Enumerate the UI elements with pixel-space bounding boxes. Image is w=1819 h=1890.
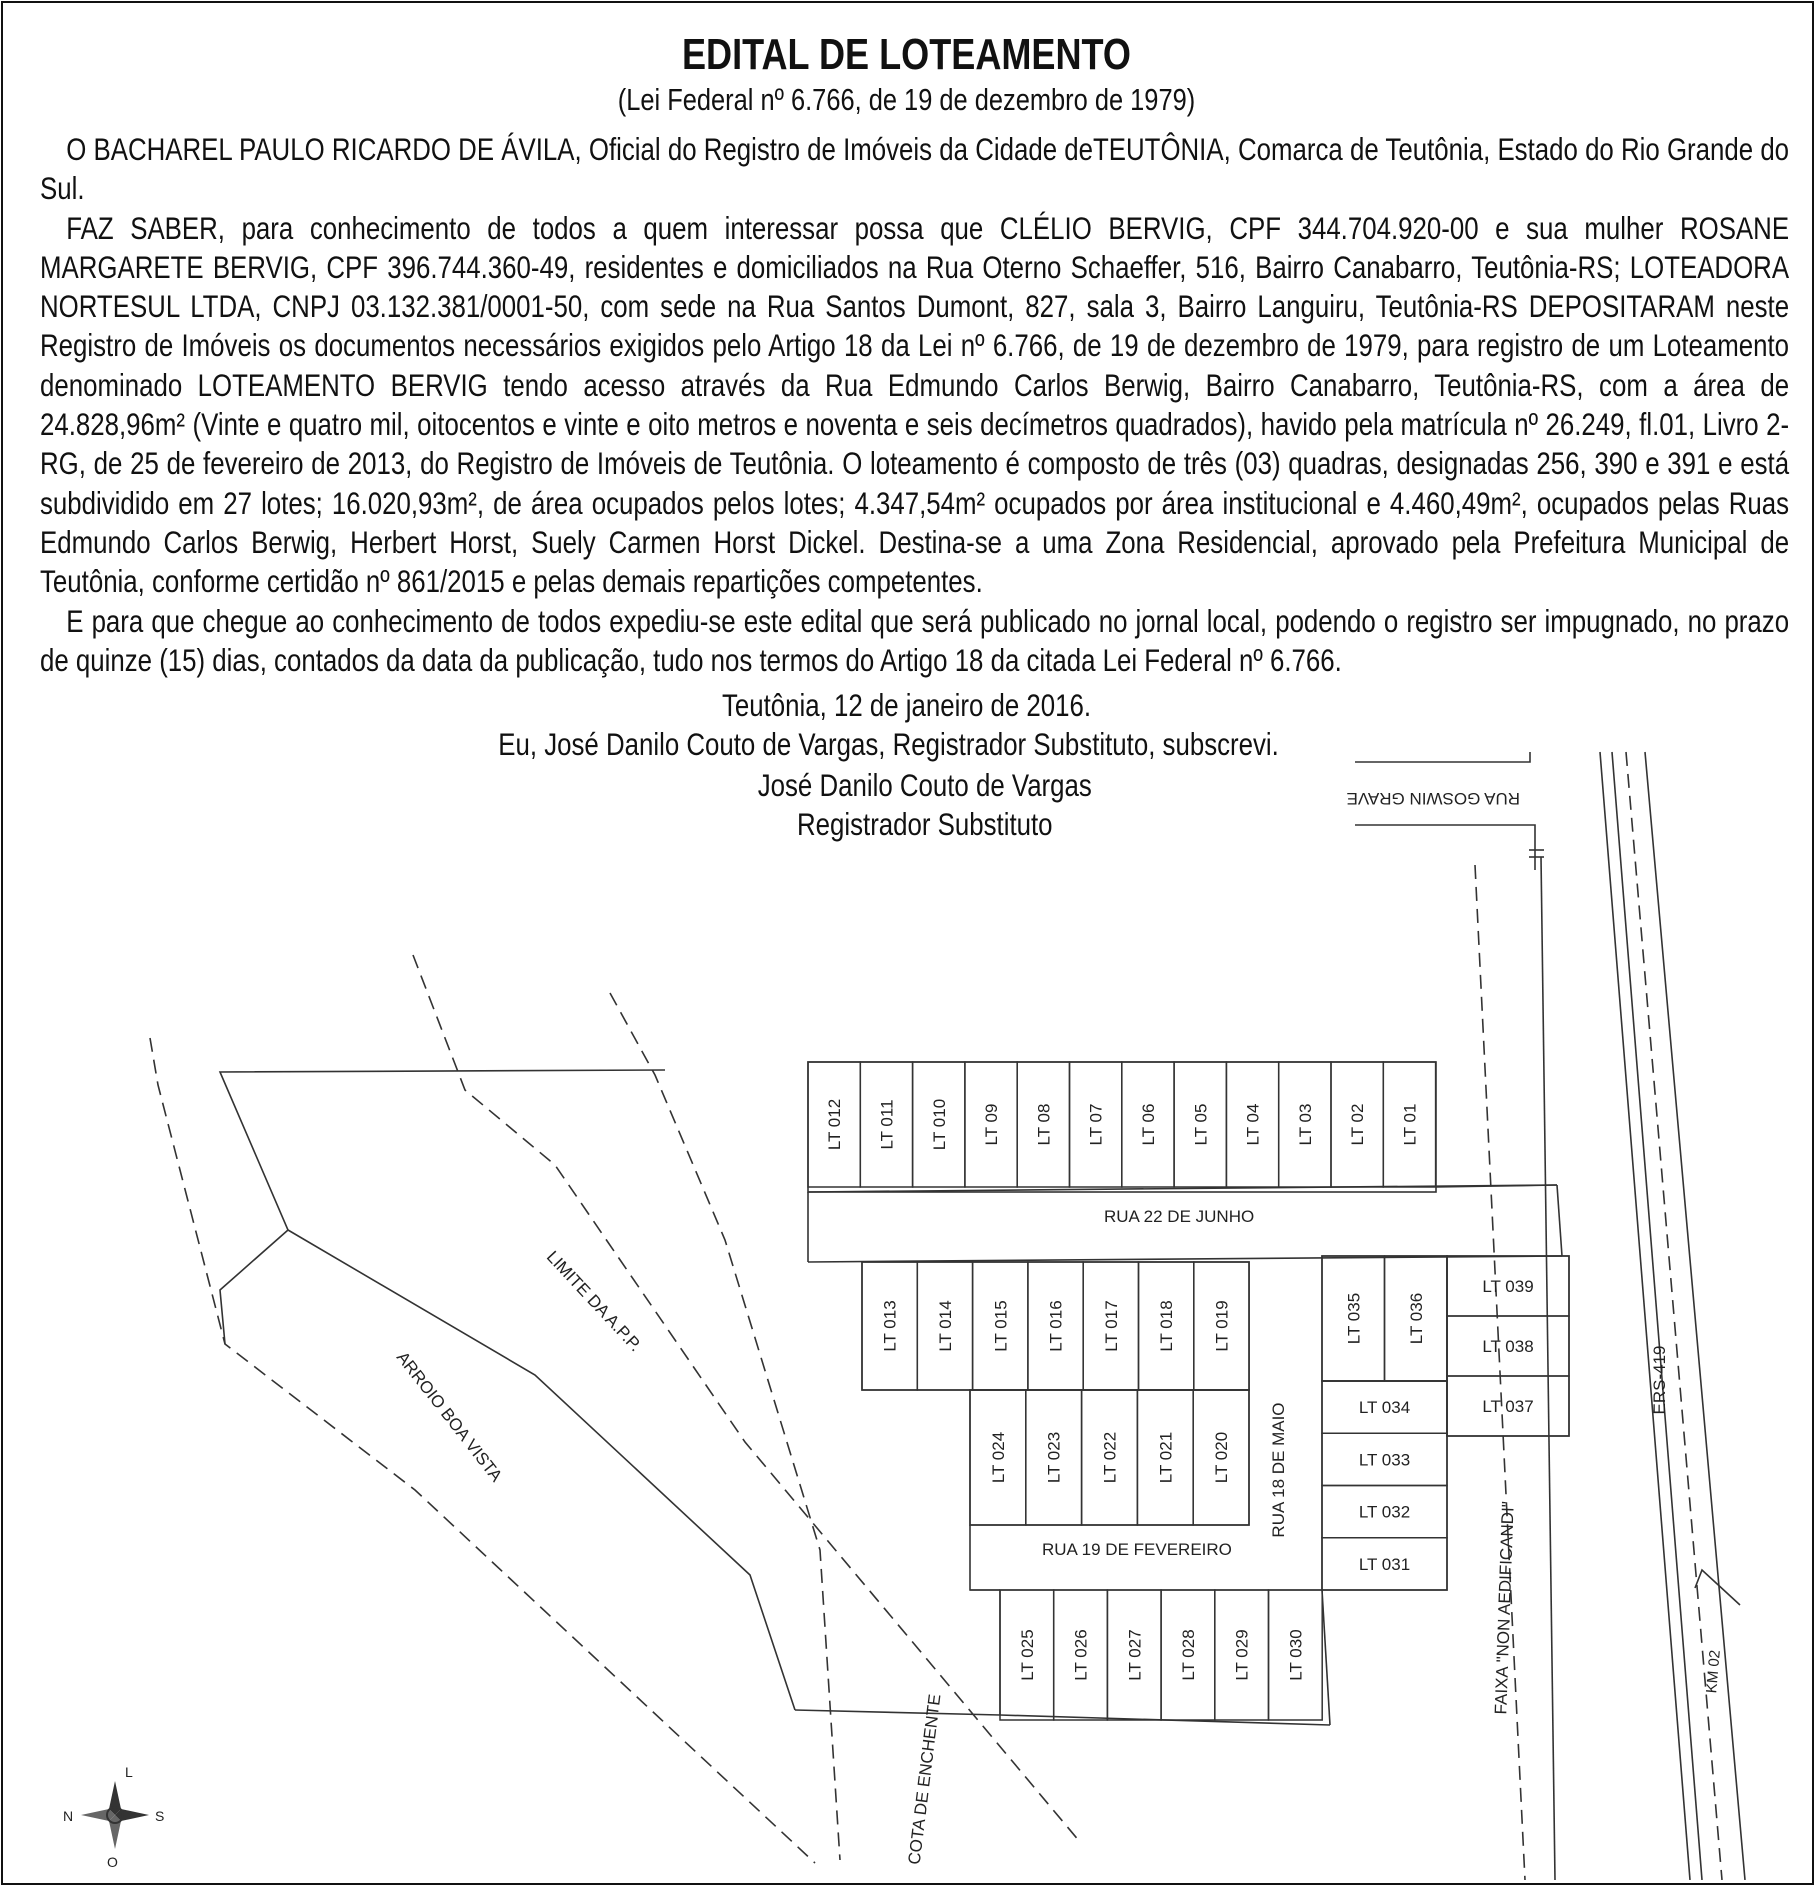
lot-label: LT 032 bbox=[1358, 1502, 1411, 1522]
goswin-street-edge-bottom bbox=[1355, 825, 1535, 870]
paragraph-closing: E para que chegue ao conhecimento de todos expediu-se este edital que será publicado no jornal local, podendo o registro ser impugnado, no prazo de quinze (15) dias, contados da data da publicação, tudo nos termos do Artigo 18 da citada Lei Federal nº 6.766. bbox=[40, 602, 1790, 678]
lot-label: LT 024 bbox=[988, 1431, 1008, 1484]
compass-l: L bbox=[125, 1764, 133, 1780]
document-subtitle: (Lei Federal nº 6.766, de 19 de dezembro de 1979) bbox=[617, 82, 1196, 117]
lot-label: LT 06 bbox=[1138, 1103, 1158, 1146]
lot-label: LT 017 bbox=[1101, 1300, 1121, 1352]
lot-label: LT 013 bbox=[880, 1300, 900, 1352]
boundary-diagonal bbox=[288, 1230, 795, 1710]
street-edge bbox=[808, 1185, 1557, 1192]
street-18-maio-label: RUA 18 DE MAIO bbox=[1269, 1402, 1288, 1538]
goswin-street-edge-top bbox=[1355, 752, 1530, 762]
signatory-role: Registrador Substituto bbox=[796, 806, 1053, 842]
lot-label: LT 026 bbox=[1071, 1629, 1091, 1681]
street-19-fev-label: RUA 19 DE FEVEREIRO bbox=[1042, 1540, 1232, 1559]
lot-label: LT 019 bbox=[1212, 1300, 1232, 1352]
arroio-label: ARROIO BOA VISTA bbox=[392, 1347, 506, 1486]
highway-edge-left-inner bbox=[1612, 752, 1702, 1880]
lot-label: LT 03 bbox=[1295, 1103, 1315, 1146]
rua-19-edge bbox=[970, 1525, 1000, 1590]
lot-label: LT 021 bbox=[1156, 1431, 1176, 1484]
lot-label: LT 025 bbox=[1017, 1629, 1037, 1681]
lot-label: LT 07 bbox=[1086, 1103, 1106, 1146]
lot-label: LT 04 bbox=[1243, 1103, 1263, 1146]
lot-label: LT 030 bbox=[1286, 1629, 1306, 1681]
place-date: Teutônia, 12 de janeiro de 2016. bbox=[721, 687, 1092, 723]
km-label: KM 02 bbox=[1703, 1649, 1724, 1694]
lot-label: LT 039 bbox=[1482, 1277, 1534, 1296]
highway-center-line bbox=[1626, 752, 1722, 1880]
lot-label: LT 036 bbox=[1406, 1292, 1426, 1345]
compass-n: N bbox=[63, 1808, 74, 1824]
lot-label: LT 022 bbox=[1100, 1431, 1120, 1484]
street-goswin-label: RUA GOSWIN GRAVE bbox=[1346, 789, 1520, 808]
compass-o: O bbox=[107, 1854, 118, 1870]
lot-label: LT 031 bbox=[1358, 1554, 1411, 1574]
faixa-label: FAIXA "NON AEDIFICANDI" bbox=[1491, 1500, 1518, 1715]
lot-label: LT 037 bbox=[1482, 1397, 1534, 1416]
lot-label: LT 016 bbox=[1046, 1300, 1066, 1352]
document-title: EDITAL DE LOTEAMENTO bbox=[681, 30, 1132, 79]
document-body bbox=[40, 130, 1789, 680]
signatory-name: José Danilo Couto de Vargas bbox=[757, 767, 1092, 803]
lot-label: LT 028 bbox=[1178, 1629, 1198, 1681]
compass-s: S bbox=[155, 1808, 165, 1824]
faixa-boundary-line bbox=[1541, 857, 1555, 1880]
lot-label: LT 015 bbox=[991, 1300, 1011, 1352]
lot-label: LT 035 bbox=[1344, 1292, 1364, 1345]
lot-label: LT 014 bbox=[935, 1300, 955, 1352]
lot-label: LT 027 bbox=[1125, 1629, 1145, 1681]
lot-label: LT 01 bbox=[1400, 1103, 1420, 1146]
street-edge bbox=[808, 1256, 1562, 1262]
lot-label: LT 020 bbox=[1212, 1431, 1232, 1484]
lot-label: LT 010 bbox=[929, 1098, 949, 1151]
lot-label: LT 033 bbox=[1358, 1450, 1411, 1470]
highway-edge-left bbox=[1600, 752, 1690, 1880]
lot-label: LT 029 bbox=[1232, 1629, 1252, 1681]
subscription-line: Eu, José Danilo Couto de Vargas, Registrador Substituto, subscrevi. bbox=[498, 726, 1279, 762]
street-22-junho-label: RUA 22 DE JUNHO bbox=[1104, 1207, 1255, 1226]
compass-rose-icon bbox=[63, 1764, 164, 1870]
lot-label: LT 011 bbox=[877, 1099, 897, 1150]
lot-label: LT 023 bbox=[1044, 1431, 1064, 1484]
paragraph-intro: O BACHAREL PAULO RICARDO DE ÁVILA, Oficial do Registro de Imóveis da Cidade deTEUTÔNIA, Comarca de Teutônia, Estado do Rio Grande do Sul. bbox=[40, 131, 1790, 207]
lot-label: LT 034 bbox=[1358, 1398, 1411, 1418]
faixa-dashed bbox=[1475, 865, 1525, 1880]
highway-label: ERS-419 bbox=[1650, 1345, 1669, 1415]
subdivision-map bbox=[0, 730, 1813, 1880]
lot-label: LT 038 bbox=[1482, 1337, 1534, 1356]
app-limit-dashed bbox=[413, 955, 1080, 1842]
street-end bbox=[1557, 1185, 1562, 1256]
lot-label: LT 05 bbox=[1191, 1103, 1211, 1146]
block-bottom-east bbox=[1322, 1590, 1330, 1725]
paragraph-faz-saber: FAZ SABER, para conhecimento de todos a quem interessar possa que CLÉLIO BERVIG, CPF 344.704.920-00 e sua mulher ROSANE MARGARETE BERVIG, CPF 396.744.360-49, residentes e domiciliados na Rua Oterno Schaeffer, 516, Bairro Canabarro, Teutônia-RS; LOTEADORA NORTESUL LTDA, CNPJ 03.132.381/0001-50, com sede na Rua Santos Dumont, 827, sala 3, Bairro Languiru, Teutônia-RS DEPOSITARAM neste Registro de Imóveis os documentos necessários exigidos pelo Artigo 18 da Lei nº 6.766, de 19 de dezembro de 1979, para registro de um Loteamento denominado LOTEAMENTO BERVIG tendo acesso através da Rua Edmundo Carlos Berwig, Bairro Canabarro, Teutônia-RS, com a área de 24.828,96m² (Vinte e quatro mil, oitocentos e vinte e oito metros e noventa e seis decímetros quadrados), havido pela matrícula nº 26.249, fl.01, Livro 2-RG, de 25 de fevereiro de 2013, do Registro de Imóveis de Teutônia. O loteamento é composto de três (03) quadras, designadas 256, 390 e 391 e está subdividido em 27 lotes; 16.020,93m², de área ocupados pelos lotes; 4.347,54m² ocupados por área institucional e 4.460,49m², ocupados pelas Ruas Edmundo Carlos Berwig, Herbert Horst, Suely Carmen Horst Dickel. Destina-se a uma Zona Residencial, aprovado pela Prefeitura Municipal de Teutônia, conforme certidão nº 861/2015 e pelas demais repartições competentes. bbox=[40, 209, 1790, 600]
flood-line-dashed bbox=[610, 993, 840, 1860]
lot-label: LT 09 bbox=[982, 1103, 1002, 1146]
lot-label: LT 012 bbox=[825, 1098, 845, 1151]
highway-edge-right bbox=[1645, 752, 1745, 1880]
cota-label: COTA DE ENCHENTE bbox=[904, 1693, 945, 1866]
lot-label: LT 08 bbox=[1034, 1103, 1054, 1146]
app-limit-label: LIMITE DA A.P.P. bbox=[542, 1247, 646, 1356]
lot-label: LT 02 bbox=[1348, 1103, 1368, 1146]
lot-label: LT 018 bbox=[1157, 1300, 1177, 1352]
